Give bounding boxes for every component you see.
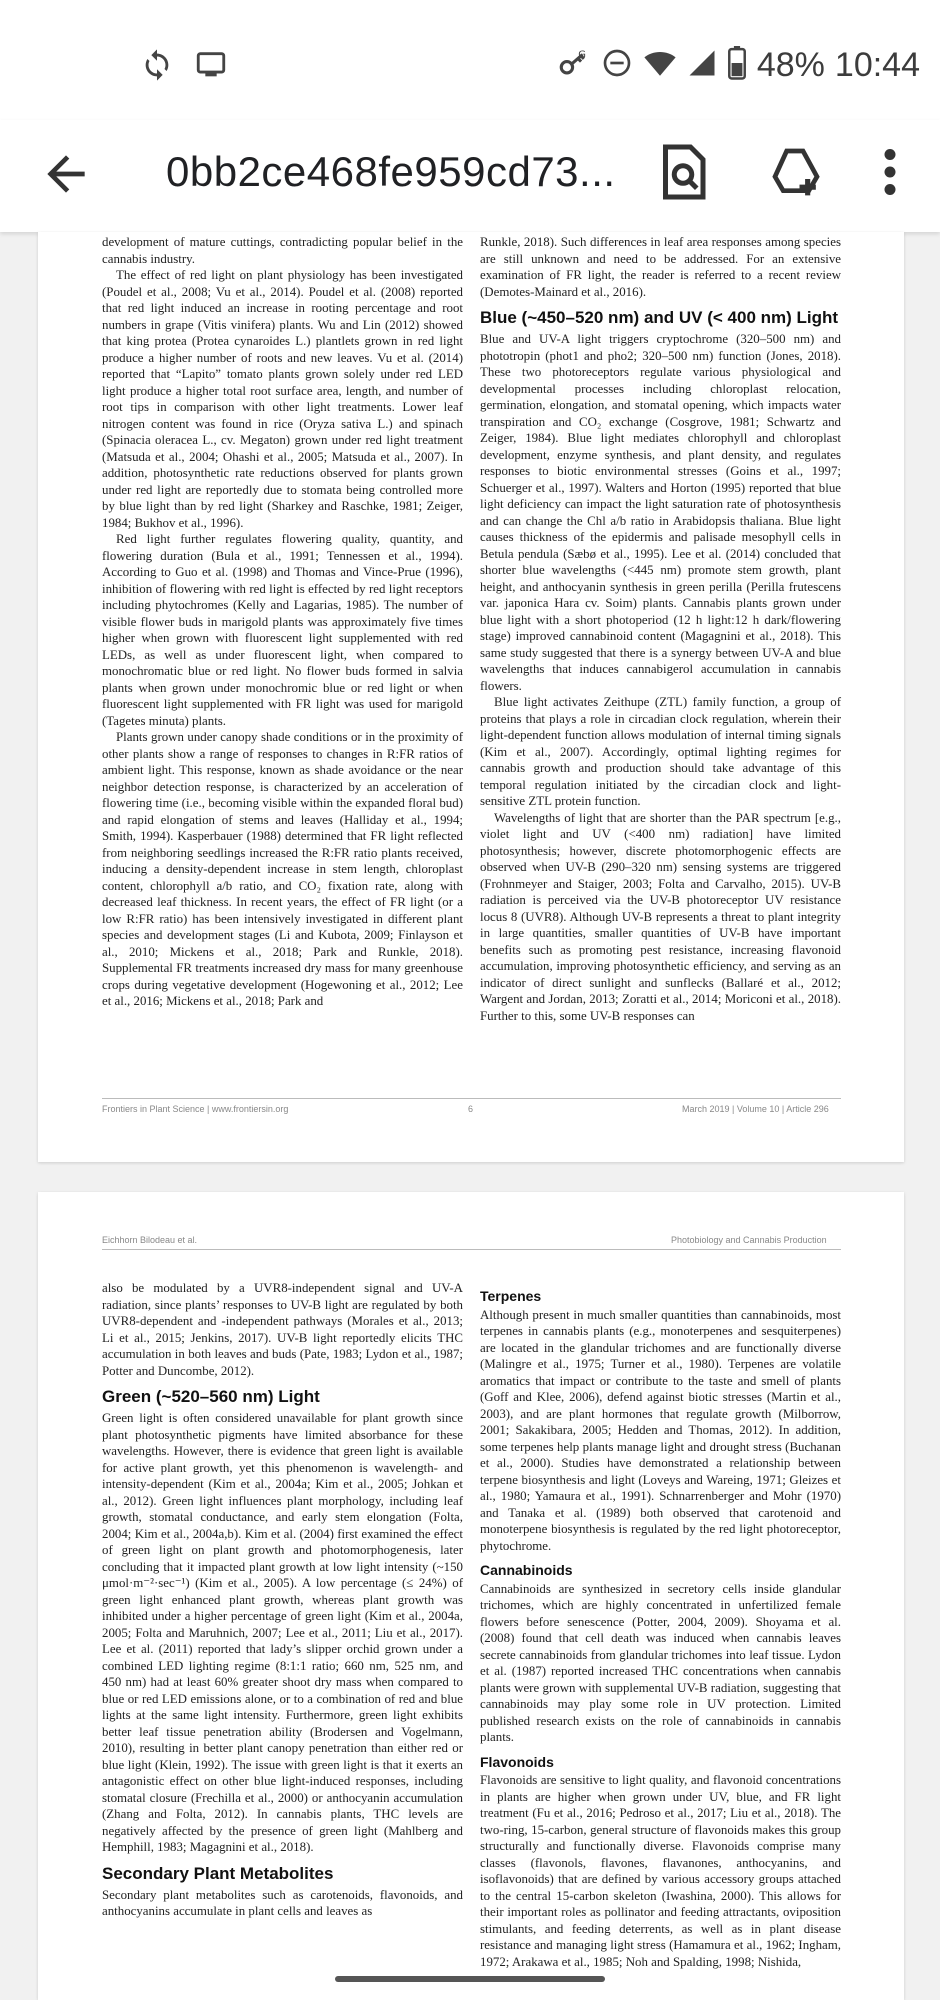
body-paragraph: Red light further regulates flowering quality, quantity, and flowering duration (Bula et al., 1991; Tennessen et al., 1994). According to Guo et al. (1998) and Thomas and Vince-Prue (1996), inhibition of flowering with red light is effected by red light receptors including phytochromes (Kelly and Lagarias, 1985). The number of visible flower buds in marigold plants was approximately five times higher when grown with fluorescent light supplemented with red LEDs, as well as under fluorescent light, when compared to monochromatic blue or red light. No flower buds formed in salvia plants when grown under monochromic blue or red light or when fluorescent light supplemented with FR light was used for marigold (Tagetes minuta) plants. [102, 532, 463, 728]
body-paragraph: Although present in much smaller quantities than cannabinoids, most terpenes in cannabis plants (e.g., monoterpenes and sesquiterpenes) are located in the glandular trichomes and are functionally diverse (Malingre et al., 1975; Turner et al., 1980). Terpenes are volatile aromatics that impact or contribute to the taste and smell of plants (Goff and Klee, 2006), defend against biotic stresses (Martin et al., 2003), and are plant hormones that regulate growth (Milborrow, 2001; Sakakibara, 2005; Hedden and Thomas, 2012). In addition, some terpenes help plants manage light and drought stress (Buchanan et al., 2000). Studies have demonstrated a relationship between terpene biosynthesis and light (Loveys and Wareing, 1971; Gleizes et al., 1980; Yamaura et al., 1991). Schnarrenberger and Mohr (1970) and Tanaka et al. (1989) both observed that carotenoid and monoterpene biosynthesis is regulated by the red light photoreceptor, phytochrome. [480, 1307, 841, 1553]
signal-icon [687, 48, 717, 83]
clock: 10:44 [834, 46, 920, 84]
section-heading: Green (~520–560 nm) Light [102, 1387, 320, 1406]
section-heading: Blue (~450–520 nm) and UV (< 400 nm) Light [480, 308, 839, 327]
app-toolbar [0, 120, 940, 232]
body-paragraph: development of mature cuttings, contradicting popular belief in the cannabis industry. [102, 235, 463, 266]
sync-icon [140, 48, 174, 87]
page1-footer-page-number: 6 [468, 1104, 474, 1114]
page1-left-column [102, 234, 463, 1010]
page1-footer-journal: Frontiers in Plant Science | www.frontiersin.org [102, 1104, 289, 1114]
body-paragraph: Flavonoids are sensitive to light quality, and flavonoid concentrations in plants are higher when grown under UV, blue, and FR light treatment (Fu et al., 2016; Pedroso et al., 2017; Liu et al., 2018). The two-ring, 15-carbon, general structure of flavonoids makes this group structurally and functionally diverse. Flavonoids comprise many classes (flavonols, flavones, flavanones, anthocyanins, and isoflavonoids) that are defined by various accessory groups attached to the central 15-carbon skeleton (Iwashina, 2000). This allows for their important roles as pollinator and feeding attractants, oviposition stimulants, and feeding deterrents, as well as in plant disease resistance and managing light stress (Hamamura et al., 1962; Ingham, 1972; Arakawa et al., 1985; Noh and Spalding, 1998; Nishida, [480, 1773, 841, 1969]
add-to-drive-icon[interactable] [768, 142, 824, 207]
body-paragraph: Plants grown under canopy shade conditions or in the proximity of other plants show a range of responses to changes in R:FR ratios of ambient light. This response, known as shade avoidance or the near neighbor detection response, is characterized by an acceleration of flowering time (i.e., becoming visible within the expanded floral bud) and rapid elongation of stems and leaves (Halliday et al., 1994; Smith, 1994). Kasperbauer (1988) determined that FR light reflected from neighboring seedlings increased the R:FR ratio plants received, inducing a density-dependent increase in stem length, chloroplast content, chlorophyll a/b ratio, and CO₂ fixation rate, along with decreased leaf thickness. In recent years, the effect of FR light (or a low R:FR ratio) has been intensively investigated in different plant species and development stages (Li and Kubota, 2009; Finlayson et al., 2010; Mickens et al., 2018; Park and Runkle, 2018). Supplemental FR treatments increased dry mass for many greenhouse crops during vegetative development (Hogewoning et al., 2012; Lee et al., 2016; Mickens et al., 2018; Park and [102, 730, 463, 1008]
wifi-icon [643, 46, 677, 85]
body-paragraph: Blue light activates Zeithupe (ZTL) family function, a group of proteins that plays a role in circadian clock regulation, wherein their light-dependent function allows modulation of internal timing signals (Kim et al., 2007). Accordingly, optimal lighting regimes for cannabis growth and production should take advantage of this temporal regulation initiated by the circadian clock and light-sensitive ZTL protein function. [480, 695, 841, 808]
subsection-heading: Terpenes [480, 1288, 542, 1304]
page1-right-column [480, 234, 841, 1024]
body-paragraph: also be modulated by a UVR8-independent signal and UV-A radiation, since plants’ responses to UV-B light are regulated by both UVR8-dependent and -independent pathways (Morales et al., 2013; Li et al., 2015; Jenkins, 2017). UV-B light reportedly elicits THC accumulation in both leaves and buds (Pate, 1983; Lydon et al., 1987; Potter and Duncombe, 2012). [102, 1281, 463, 1378]
page-scroll-indicator[interactable] [335, 1976, 605, 1982]
find-in-page-icon[interactable] [658, 142, 708, 207]
page2-right-column [480, 1280, 841, 1970]
pdf-page-2 [38, 1192, 904, 2000]
page2-left-column [102, 1280, 463, 1920]
back-arrow-icon[interactable] [38, 146, 94, 207]
footer-rule [102, 1098, 841, 1099]
pdf-page-1 [38, 232, 904, 1162]
header-rule [102, 1249, 841, 1250]
body-paragraph: Green light is often considered unavailable for plant growth since plant photosynthetic pigments have limited absorbance for these wavelengths. However, there is evidence that green light is available for active plant growth, yet this phenomenon is wavelength- and intensity-dependent (Kim et al., 2004a; Kim et al., 2005; Johkan et al., 2012). Green light influences plant morphology, including leaf growth, stomatal conductance, and early stem elongation (Folta, 2004; Kim et al., 2004a,b). Kim et al. (2004) first examined the effect of green light on plant growth and photomorphogenesis, later concluding that it impacted plant growth at low light intensity (~150 μmol·m⁻²·sec⁻¹) (Kim et al., 2005). A low percentage (≤ 24%) of green light enhanced plant growth, whereas plant growth was inhibited under a higher percentage of green light (Kim et al., 2004a, 2005; Folta and Maruhnich, 2007; Lee et al., 2011; Liu et al., 2017). Lee et al. (2011) reported that lady’s slipper orchid grown under a combined LED lighting regime (8:1:1 ratio; 660 nm, 525 nm, and 450 nm) had at least 60% greater shoot dry mass when compared to blue or red LED emissions alone, or to a combination of red and blue lights at the same light intensity. Furthermore, green light exhibits better leaf tissue penetration ability (Brodersen and Vogelmann, 2010), resulting in better plant canopy penetration than either red or blue light (Klein, 1992). The issue with green light is that it exerts an antagonistic effect on other blue light-induced responses, including stomatal closure (Frechilla et al., 2000) or anthocyanin accumulation (Zhang and Folta, 2012). In cannabis plants, THC levels are negatively affected by the presence of green light (Mahlberg and Hemphill, 1983; Magagnini et al., 2018). [102, 1411, 463, 1854]
battery-percent: 48% [756, 46, 825, 84]
page2-header-authors: Eichhorn Bilodeau et al. [102, 1235, 198, 1245]
body-paragraph: Runkle, 2018). Such differences in leaf area responses among species are still unknown and need to be addressed. For an extensive examination of FR light, the reader is referred to a recent review (Demotes-Mainard et al., 2016). [480, 235, 841, 299]
body-paragraph: Wavelengths of light that are shorter than the PAR spectrum [e.g., violet light and UV (<400 nm) radiation] have limited photosynthesis; however, discrete photomorphogenic effects are observed when UV-B (290–320 nm) sensing systems are triggered (Frohnmeyer and Staiger, 2003; Folta and Carvalho, 2015). UV-B radiation is perceived via the UV-B photoreceptor UV resistance locus 8 (UVR8). Although UV-B represents a threat to plant integrity in large quantities, smaller quantities of UV-B have important benefits such as promoting pest resistance, increasing flavonoid accumulation, improving photosynthetic efficiency, and serving as an indicator of direct sunlight and sunflecks (Ballaré et al., 2012; Wargent and Jordan, 2013; Zoratti et al., 2014; Moriconi et al., 2018). Further to this, some UV-B responses can [480, 810, 841, 1023]
svg-text:G: G [578, 49, 586, 61]
battery-icon [727, 46, 747, 85]
body-paragraph: Blue and UV-A light triggers cryptochrome (320–500 nm) and phototropin (phot1 and pho2; 320–500 nm) function (Jones, 2018). These two photoreceptors regulate various physiological and developmental processes including chloroplast relocation, germination, elongation, and stomatal opening, which impacts water transpiration and CO₂ exchange (Cosgrove, 1981; Schwartz and Zeiger, 1984). Blue light mediates chlorophyll and chloroplast development, enzyme synthesis, and plant density, and regulates responses to biotic environmental stresses (Goins et al., 1997; Schuerger et al., 1997). Walters and Horton (1995) reported that blue light deficiency can impact the light saturation rate of photosynthesis and can change the Chl a/b ratio in Arabidopsis thaliana. Blue light causes thickness of the epidermis and palisade mesophyll cells in Betula pendula (Sæbø et al., 1995). Lee et al. (2014) concluded that shorter blue wavelengths (<445 nm) promote stem growth, plant height, and anthocyanin synthesis in green perilla (Perilla frutescens var. japonica Hara cv. Soim) plants. Cannabis plants grown under blue light with a short photoperiod (12 h light:12 h dark/flowering stage) improved cannabinoid content (Magagnini et al., 2018). This same study suggested that there is a synergy between UV-A and blue wavelengths that induces cannabigerol accumulation in cannabis flowers. [480, 332, 841, 693]
subsection-heading: Cannabinoids [480, 1562, 573, 1578]
body-paragraph: Secondary plant metabolites such as carotenoids, flavonoids, and anthocyanins accumulate in plant cells and leaves as [102, 1887, 463, 1918]
status-bar [0, 0, 940, 120]
cast-icon [194, 48, 228, 87]
do-not-disturb-icon [601, 47, 633, 84]
body-paragraph: Cannabinoids are synthesized in secretory cells inside glandular trichomes, which are highly concentrated in unfertilized female flowers before senescence (Potter, 2004, 2009). Shoyama et al. (2008) found that cell death was induced when cannabis leaves secrete cannabinoids from glandular trichomes into leaf tissue. Lydon et al. (1987) reported increased THC concentrations when cannabis plants were grown with supplemental UV-B radiation, suggesting that cannabinoids may play some role in UV protection. Limited published research exists on the role of cannabinoids in cannabis plants. [480, 1581, 841, 1744]
body-paragraph: The effect of red light on plant physiology has been investigated (Poudel et al., 2008; Vu et al., 2014). Poudel et al. (2008) reported that red light induced an increase in rooting percentage and root numbers in grape (Vitis vinifera) plants. Wu and Lin (2012) showed that king protea (Protea cynaroides L.) plantlets grown in red light produce a higher number of roots and new leaves. Vu et al. (2014) reported that “Lapito” tomato plants grown solely under red LED light produce a higher total root surface area, length, and number of root tips in comparison with other light treatments. Lower leaf nitrogen content was found in rice (Oryza sativa L.) and spinach (Spinacia oleracea L., cv. Megaton) grown under red light treatment (Matsuda et al., 2004; Ohashi et al., 2005; Matsuda et al., 2007). In addition, photosynthetic rate reductions observed for plants grown under red light are reportedly due to stomata being controlled more by blue light than by red light (Sharkey and Raschke, 1981; Zeiger, 1984; Bukhov et al., 1996). [102, 268, 463, 530]
section-heading: Secondary Plant Metabolites [102, 1863, 334, 1883]
file-name-title: 0bb2ce468fe959cd73... [166, 148, 616, 195]
page1-footer-issue: March 2019 | Volume 10 | Article 296 [682, 1104, 829, 1114]
subsection-heading: Flavonoids [480, 1753, 554, 1770]
page2-header-title: Photobiology and Cannabis Production [671, 1235, 827, 1245]
vpn-key-icon [557, 46, 591, 85]
more-vert-icon[interactable] [870, 142, 910, 207]
